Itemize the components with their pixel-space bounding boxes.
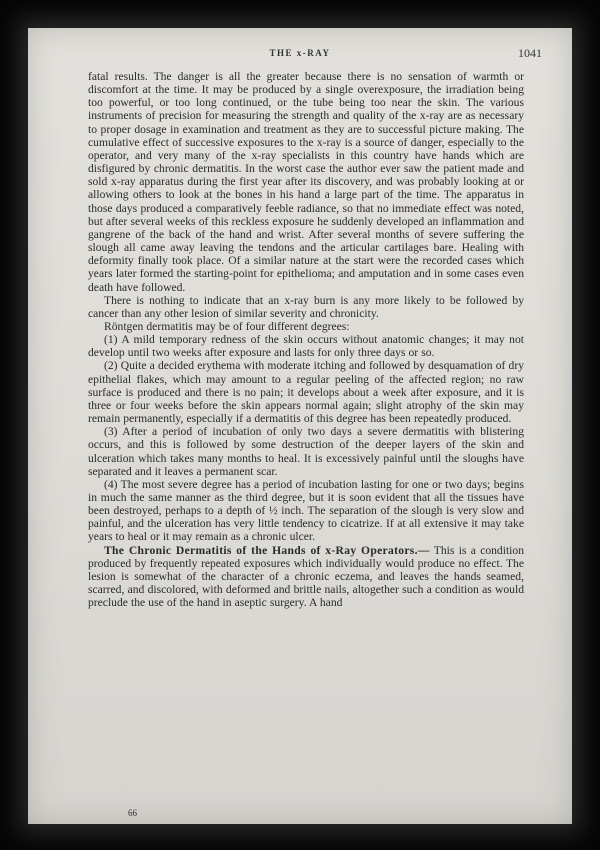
signature-mark: 66 [128, 808, 137, 818]
paragraph-degree-1: (1) A mild temporary redness of the skin occurs without anatomic changes; it may not develop until two weeks after exposure and lasts for only three days or so. [88, 333, 524, 360]
paragraph-cancer-risk: There is nothing to indicate that an x-ray burn is any more likely to be followed by cancer than any other lesion of similar severity and chronicity. [88, 293, 524, 320]
section-paragraph [88, 544, 524, 610]
book-page [28, 28, 572, 824]
paragraph-continuation: fatal results. The danger is all the greater because there is no sensation of warmth or discomfort at the time. It may be produced by a single overexposure, the irradiation being too powerful, or too long continued, or the tube being too near the skin. The various instruments of precision for measuring the strength and quality of the x-ray are as necessary to proper dosage in examination and treatment as they are to successful picture making. The cumulative effect of successive exposures to the x-ray is a source of danger, especially to the operator, and very many of the x-ray specialists in this country have hands which are disfigured by chronic dermatitis. In the worst case the author ever saw the patient made and sold x-ray apparatus during the first year after its discovery, and was probably looking at or allowing others to look at the bones in his hand a large part of the time. The apparatus in those days produced a comparatively feeble radiance, so that no immediate effect was noted, but after several weeks of this reckless exposure he suddenly developed an inflammation and gangrene of the back of the hand and wrist. After several months of severe suffering the slough all came away leaving the tendons and the articular cartilages bare. Healing with deformity finally took place. Of a similar nature at the start were the recorded cases which years later formed the starting-point for epithelioma; and amputation and in some cases even death have followed. [88, 70, 524, 294]
section-heading: The Chronic Dermatitis of the Hands of x-Ray Operators.— [104, 543, 430, 557]
paragraph-degree-3: (3) After a period of incubation of only two days a severe dermatitis with blistering occurs, and this is followed by some destruction of the deeper layers of the skin and ulceration which takes many months to heal. It is excessively painful until the sloughs have separated and it leaves a permanent scar. [88, 425, 524, 478]
paragraph-degrees-intro: Röntgen dermatitis may be of four different degrees: [104, 319, 350, 333]
page-body [88, 70, 524, 609]
page-number: 1041 [518, 46, 542, 60]
running-title: THE x-RAY [269, 48, 331, 58]
page-header [28, 48, 572, 64]
paragraph-degree-2: (2) Quite a decided erythema with moderate itching and followed by desquamation of dry epithelial flakes, which may amount to a regular peeling of the affected region; no raw surface is produced and there is no pain; it develops about a week after exposure, and it is three or four weeks before the skin appears normal again; slight atrophy of the skin may remain permanently, especially if a dermatitis of this degree has been repeatedly produced. [88, 359, 524, 426]
paragraph-degree-4: (4) The most severe degree has a period of incubation lasting for one or two days; begins in much the same manner as the third degree, but it is soon evident that all the tissues have been destroyed, perhaps to a depth of ½ inch. The separation of the slough is very slow and painful, and the ulceration has very little tendency to cicatrize. If at all extensive it may take years to heal or it may remain as a chronic ulcer. [88, 477, 524, 544]
section-text: This is a condition produced by frequently repeated exposures which individually would produce no effect. The lesion is somewhat of the character of a chronic eczema, and leaves the hands seamed, scarred, and discolored, with deformed and brittle nails, altogether such a condition as would preclude the use of the hand in aseptic surgery. A hand [88, 543, 524, 610]
